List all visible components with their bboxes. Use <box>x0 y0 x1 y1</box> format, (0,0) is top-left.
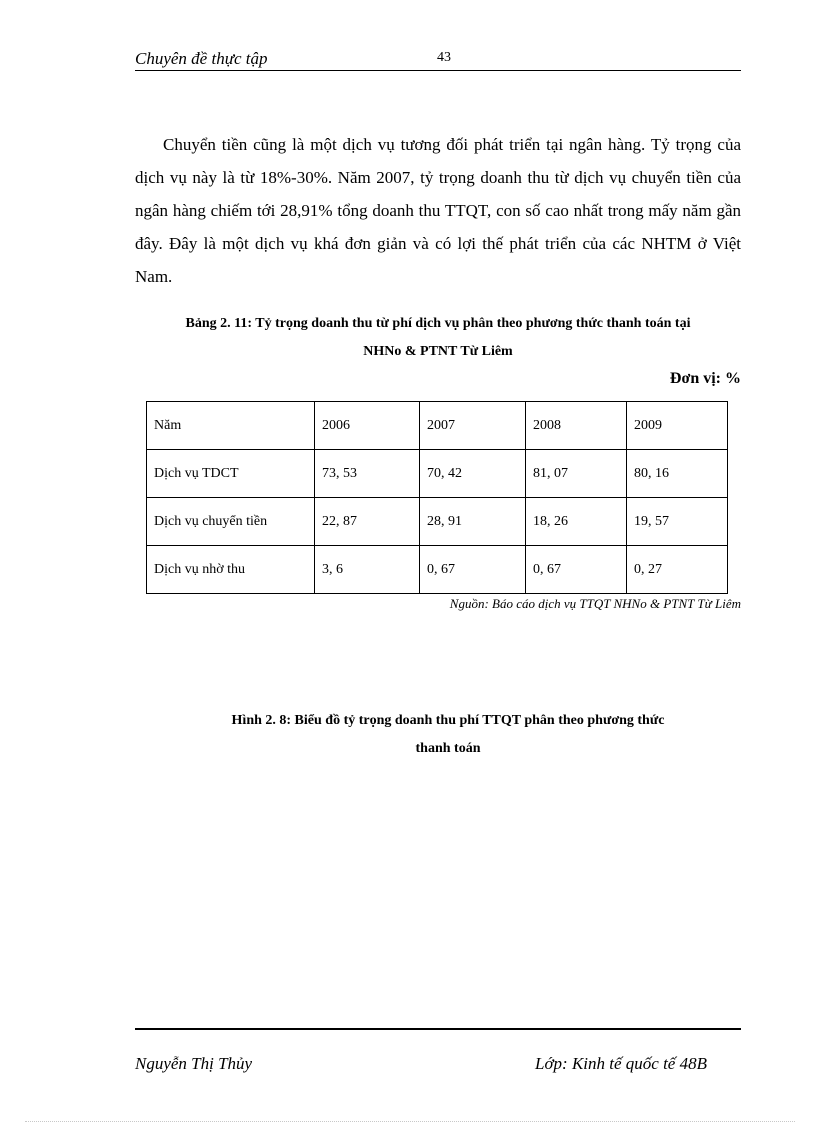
table-cell: 70, 42 <box>420 450 526 498</box>
table-cell: 19, 57 <box>627 498 728 546</box>
table-header-cell: Năm <box>147 402 315 450</box>
table-caption <box>135 310 741 366</box>
table-row <box>147 450 728 498</box>
table-header-row <box>147 402 728 450</box>
table-cell: Dịch vụ chuyển tiền <box>147 498 315 546</box>
table-cell: 80, 16 <box>627 450 728 498</box>
data-table <box>146 401 728 594</box>
table-cell: Dịch vụ TDCT <box>147 450 315 498</box>
figure-caption-line-2: thanh toán <box>415 741 481 756</box>
table-caption-line-1: Bảng 2. 11: Tỷ trọng doanh thu từ phí dịch vụ phân theo phương thức thanh toán tại <box>185 316 691 331</box>
body-paragraph: Chuyển tiền cũng là một dịch vụ tương đối phát triển tại ngân hàng. Tỷ trọng của dịch vụ này là từ 18%-30%. Năm 2007, tỷ trọng doanh thu từ dịch vụ chuyển tiền của ngân hàng chiếm tới 28,91% tổng doanh thu TTQT, con số cao nhất trong mấy năm gần đây. Đây là một dịch vụ khá đơn giản và có lợi thế phát triển của các NHTM ở Việt Nam. <box>135 135 741 286</box>
table-cell: 3, 6 <box>315 546 420 594</box>
table-cell: 73, 53 <box>315 450 420 498</box>
figure-caption-line-1: Hình 2. 8: Biểu đồ tỷ trọng doanh thu phí TTQT phân theo phương thức <box>231 713 665 728</box>
table-cell: 0, 67 <box>420 546 526 594</box>
table-header-cell: 2006 <box>315 402 420 450</box>
table-row <box>147 546 728 594</box>
header-title: Chuyên đề thực tập <box>135 49 268 68</box>
table-source: Nguồn: Báo cáo dịch vụ TTQT NHNo & PTNT Từ Liêm <box>449 596 741 611</box>
table-cell: 28, 91 <box>420 498 526 546</box>
table-header-cell: 2007 <box>420 402 526 450</box>
footer-author: Nguyễn Thị Thủy <box>135 1054 253 1073</box>
table-cell: 18, 26 <box>526 498 627 546</box>
table-header-cell: 2008 <box>526 402 627 450</box>
footer-rule <box>135 1028 741 1030</box>
table-cell: Dịch vụ nhờ thu <box>147 546 315 594</box>
footer-class: Lớp: Kinh tế quốc tế 48B <box>535 1054 707 1073</box>
table-unit: Đơn vị: % <box>669 370 741 387</box>
page-edge-dots <box>25 1121 795 1122</box>
table-cell: 81, 07 <box>526 450 627 498</box>
table-row <box>147 498 728 546</box>
table-cell: 22, 87 <box>315 498 420 546</box>
table-cell: 0, 67 <box>526 546 627 594</box>
header-rule <box>135 70 741 71</box>
table-cell: 0, 27 <box>627 546 728 594</box>
figure-caption <box>195 707 701 763</box>
page-number: 43 <box>437 50 451 65</box>
table-header-cell: 2009 <box>627 402 728 450</box>
table-caption-line-2: NHNo & PTNT Từ Liêm <box>363 344 513 359</box>
